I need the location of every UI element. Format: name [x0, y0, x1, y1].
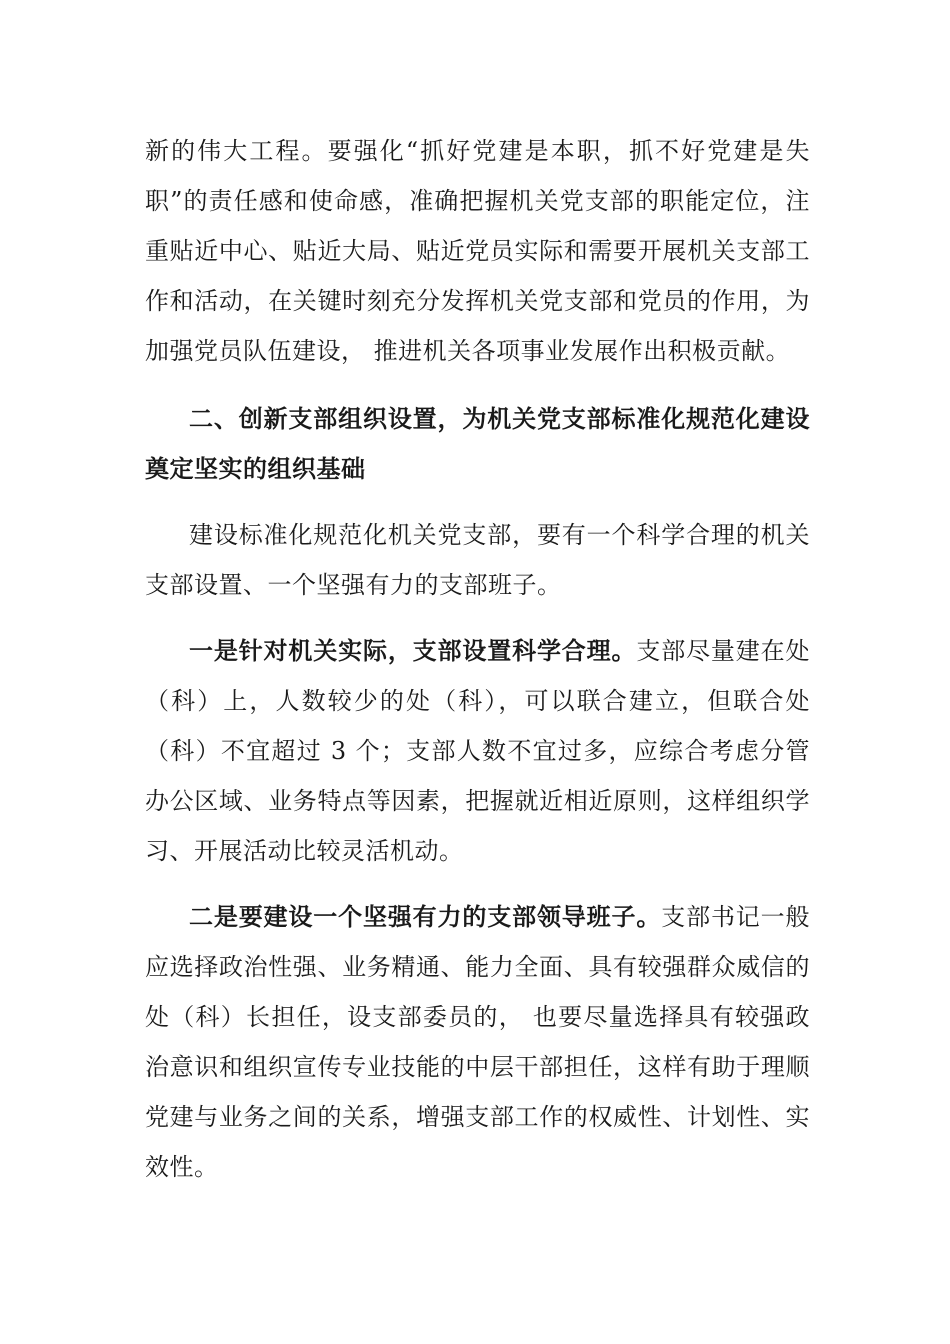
point-two-lead: 二是要建设一个坚强有力的支部领导班子。: [189, 903, 662, 931]
point-one-lead: 一是针对机关实际，支部设置科学合理。: [189, 637, 637, 665]
section-heading-two: 二、创新支部组织设置，为机关党支部标准化规范化建设奠定坚实的组织基础: [145, 405, 810, 483]
point-two-text: 支部书记一般应选择政治性强、业务精通、能力全面、具有较强群众威信的处（科）长担任，设支部委员的， 也要尽量选择具有较强政治意识和组织宣传专业技能的中层干部担任，这样有助于理顺党建与业务之间的关系，增强支部工作的权威性、计划性、实效性。: [145, 903, 811, 1181]
paragraph-point-two: [145, 892, 810, 1192]
point-one-text: 支部尽量建在处（科）上，人数较少的处（科），可以联合建立，但联合处（科）不宜超过 3 个；支部人数不宜过多，应综合考虑分管办公区域、业务特点等因素，把握就近相近原则，这样组织学习、开展活动比较灵活机动。: [145, 637, 810, 865]
paragraph-intro: 建设标准化规范化机关党支部，要有一个科学合理的机关支部设置、一个坚强有力的支部班子。: [145, 521, 810, 599]
document-body: [145, 126, 810, 1192]
paragraph-point-one: [145, 626, 810, 876]
paragraph-continuation: 新的伟大工程。要强化“抓好党建是本职，抓不好党建是失职”的责任感和使命感，准确把握机关党支部的职能定位，注重贴近中心、贴近大局、贴近党员实际和需要开展机关支部工作和活动，在关键时刻充分发挥机关党支部和党员的作用，为加强党员队伍建设， 推进机关各项事业发展作出积极贡献。: [145, 137, 810, 365]
